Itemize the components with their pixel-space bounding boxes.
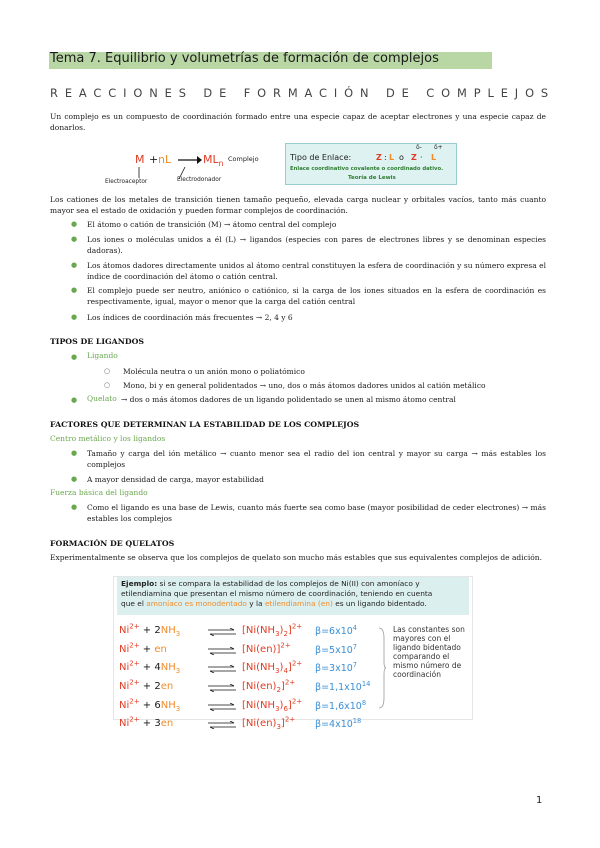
bullet-icon: ●: [71, 286, 78, 294]
stability-constant: $\beta=1,1x10^{14}$: [315, 679, 371, 693]
bullet-icon: ●: [71, 449, 78, 457]
bullet-icon: ●: [71, 353, 78, 361]
covalent-text: Enlace coordinativo covalente o coordinado dativo.: [290, 166, 444, 172]
metal-symbol: M: [135, 153, 145, 166]
ligand-symbol: nL: [158, 153, 172, 166]
complex-formation-diagram: [105, 146, 270, 188]
equation-product: $[Ni(NH_3)_6]^{2+}$: [242, 697, 303, 713]
ligand-l-right: L: [431, 153, 437, 162]
acceptor-label: Electroaceptor: [105, 179, 148, 185]
ligand-l-left: L: [389, 153, 395, 162]
bullet-icon: ●: [71, 220, 78, 228]
subheading-centro: Centro metálico y los ligandos: [50, 434, 166, 443]
list-item: El átomo o catión de transición (M) → átomo central del complejo: [87, 220, 337, 229]
section-heading-tipos: TIPOS DE LIGANDOS: [50, 337, 145, 346]
plus-sign: +: [149, 153, 159, 166]
equation-product: $[Ni(NH_3)_4]^{2+}$: [242, 659, 303, 675]
bond-type-box: [285, 143, 457, 185]
list-item: Los átomos dadores directamente unidos al átomo central constituyen la esfera de coordinación y su número expresa el índice de coordinación del átomo o catión central.: [87, 261, 546, 281]
intro-paragraph: Un complejo es un compuesto de coordinación formado entre una especie capaz de aceptar electrones y una especie capaz de donarlos.: [50, 112, 546, 132]
acceptor-z-left: Z: [376, 153, 382, 162]
ligando-label: Ligando: [87, 351, 118, 360]
list-item: Tamaño y carga del ión metálico → cuanto menor sea el radio del ion central y mayor su carga → más estables los complejos: [87, 449, 546, 469]
list-item: Los iones o moléculas unidos a él (L) → ligandos (especies con pares de electrones libres y se denominan especies dadoras).: [87, 235, 546, 255]
acceptor-z-right: Z: [411, 153, 417, 162]
complex-label: Complejo: [228, 155, 259, 163]
circle-bullet-icon: ○: [104, 367, 111, 375]
equation-product: $[Ni(en)_2]^{2+}$: [242, 678, 296, 694]
equilibrium-arrow-icon: [208, 628, 236, 636]
stability-constant: $\beta=4x10^{18}$: [315, 716, 362, 730]
delta-minus: δ-: [416, 144, 422, 151]
or-word: o: [399, 153, 404, 162]
colon-right: ·: [420, 153, 423, 162]
list-item: El complejo puede ser neutro, aniónico o catiónico, si la carga de los iones situados en la esfera de coordinación es respectivamente, igual, mayor o menor que la carga del catión central: [87, 286, 546, 306]
equilibrium-arrow-icon: [208, 703, 236, 711]
bullet-icon: ●: [71, 396, 78, 404]
subheading-fuerza: Fuerza básica del ligando: [50, 488, 148, 497]
equation-reactants: $Ni^{2+}$ + en: [119, 641, 167, 655]
bullet-icon: ●: [71, 235, 78, 243]
equation-reactants: $Ni^{2+} + 2NH_3$: [119, 622, 181, 638]
donor-label: Electrodonador: [177, 177, 222, 183]
reaction-arrow-icon: [178, 156, 202, 164]
equation-reactants: $Ni^{2+} + 4NH_3$: [119, 659, 181, 675]
quelato-label: Quelato: [87, 394, 117, 403]
list-item: A mayor densidad de carga, mayor estabilidad: [87, 475, 264, 484]
lewis-text: Teoría de Lewis: [348, 175, 396, 181]
delta-plus: δ+: [434, 144, 443, 151]
bullet-icon: ●: [71, 313, 78, 321]
equilibrium-arrow-icon: [208, 665, 236, 673]
section-subtitle: REACCIONES DE FORMACIÓN DE COMPLEJOS: [50, 86, 556, 100]
constants-note: Las constantes son mayores con el ligando bidentado comparando el mismo número de coordinación: [393, 625, 465, 679]
equation-product: $[Ni(en)_3]^{2+}$: [242, 715, 296, 731]
equation-reactants: $Ni^{2+} + 3en$: [119, 715, 174, 729]
equilibrium-arrow-icon: [208, 647, 236, 655]
stability-constant: $\beta=1,6x10^8$: [315, 698, 367, 712]
page-title: Tema 7. Equilibrio y volumetrías de formación de complejos: [50, 51, 439, 66]
bullet-icon: ●: [71, 261, 78, 269]
brace-icon: [377, 626, 387, 710]
section-heading-quelatos: FORMACIÓN DE QUELATOS: [50, 539, 175, 548]
list-item: Molécula neutra o un anión mono o poliatómico: [123, 367, 305, 376]
bullet-icon: ●: [71, 503, 78, 511]
complex-symbol: $ML_n$: [203, 153, 224, 169]
list-item: → dos o más átomos dadores de un ligando polidentado se unen al mismo átomo central: [121, 395, 456, 404]
cations-paragraph: Los cationes de los metales de transición tienen tamaño pequeño, elevada carga nuclear y orbitales vacíos, tanto más cuanto mayor sea el estado de oxidación y pueden formar complejos de coordinación.: [50, 195, 546, 215]
list-item: Mono, bi y en general polidentados → uno, dos o más átomos dadores unidos al catión metálico: [123, 381, 486, 390]
page-number: 1: [536, 795, 543, 806]
section-heading-factores: FACTORES QUE DETERMINAN LA ESTABILIDAD DE LOS COMPLEJOS: [50, 420, 360, 429]
stability-constant: $\beta=5x10^7$: [315, 642, 358, 656]
quelatos-paragraph: Experimentalmente se observa que los complejos de quelato son mucho más estables que sus equivalentes complejos de adición.: [50, 553, 542, 562]
equilibrium-arrow-icon: [208, 684, 236, 692]
stability-constant: $\beta=6x10^4$: [315, 623, 358, 637]
equilibrium-arrow-icon: [208, 721, 236, 729]
equation-product: $[Ni(en)]^{2+}$: [242, 641, 291, 655]
colon-left: :: [384, 153, 387, 162]
equation-reactants: $Ni^{2+} + 6NH_3$: [119, 697, 181, 713]
list-item: Como el ligando es una base de Lewis, cuanto más fuerte sea como base (mayor posibilidad de ceder electrones) → más estables los complejos: [87, 503, 546, 523]
list-item: Los índices de coordinación más frecuentes → 2, 4 y 6: [87, 313, 293, 322]
equation-reactants: $Ni^{2+} + 2en$: [119, 678, 174, 692]
stability-constant: $\beta=3x10^7$: [315, 660, 358, 674]
equation-product: $[Ni(NH_3)_2]^{2+}$: [242, 622, 303, 638]
example-text: Ejemplo: si se compara la estabilidad de los complejos de Ni(II) con amoníaco y etilendiamina que presentan el mismo número de coordinación, teniendo en cuenta que el amoníaco es monodentado y la etilendiamina (en) es un ligando bidentado.: [121, 579, 433, 608]
bullet-icon: ●: [71, 475, 78, 483]
bond-type-label: Tipo de Enlace:: [290, 153, 352, 162]
circle-bullet-icon: ○: [104, 381, 111, 389]
